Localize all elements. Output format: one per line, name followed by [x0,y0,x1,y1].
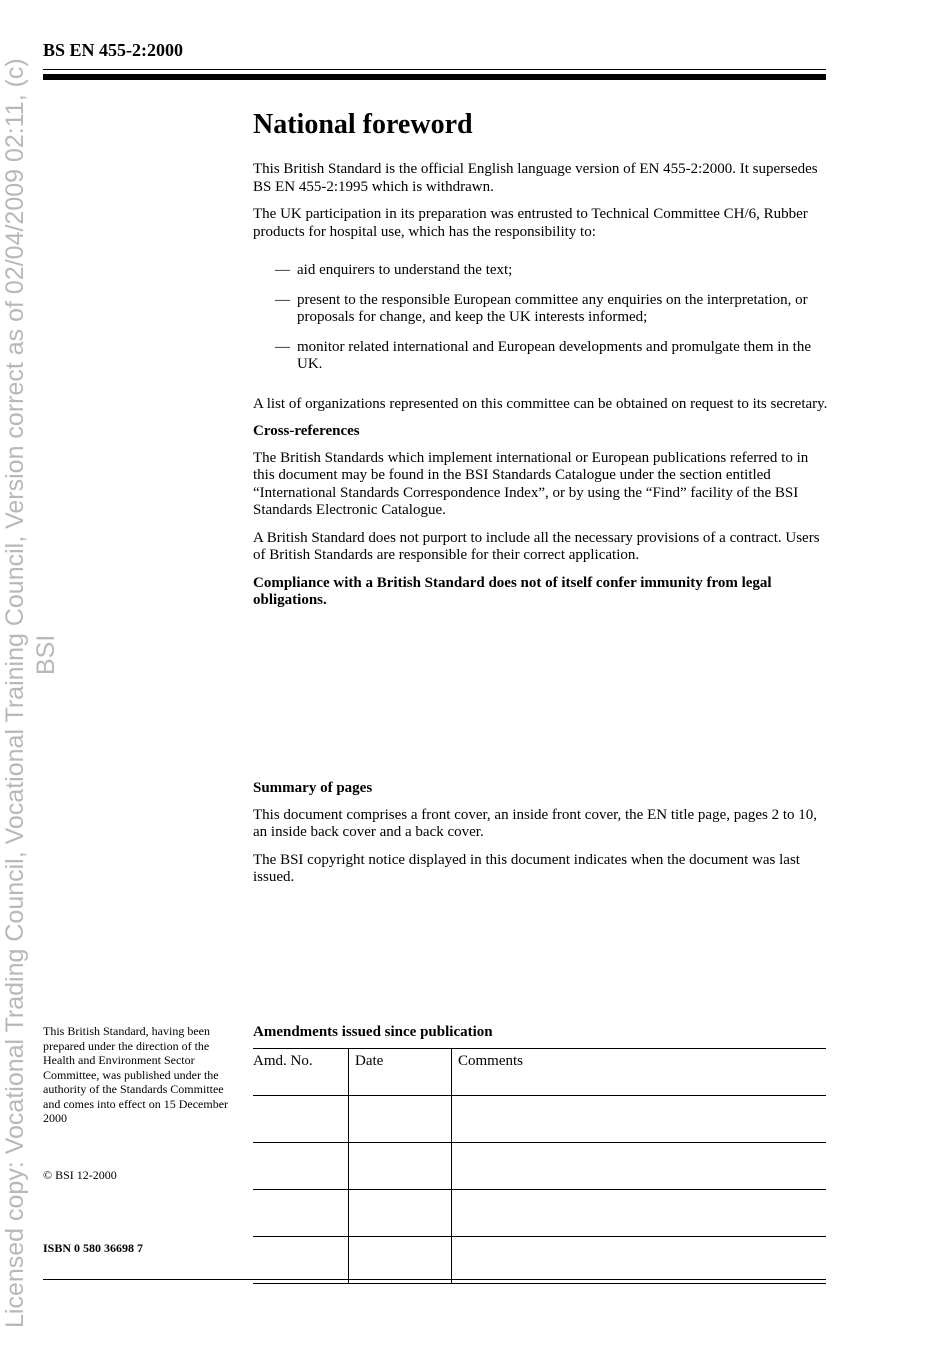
table-cell [452,1143,827,1190]
table-cell [253,1190,349,1237]
table-header-row [253,1049,826,1096]
responsibility-list [253,262,828,374]
summary-heading: Summary of pages [253,780,373,796]
table-cell [253,1096,349,1143]
standard-code: BS EN 455-2:2000 [43,40,184,60]
summary-paragraph-1: This document comprises a front cover, an inside front cover, the EN title page, pages 2 to 10, an inside back cover and a back cover. [253,806,818,840]
compliance-statement: Compliance with a British Standard does not of itself confer immunity from legal obligations. [253,574,772,608]
table-cell [349,1190,452,1237]
license-watermark [0,0,60,1330]
cross-references-heading: Cross-references [253,423,360,439]
dash-marker: — [275,262,290,278]
foreword-paragraph-3: A list of organizations represented on this committee can be obtained on request to its secretary. [253,395,828,412]
table-cell [349,1096,452,1143]
dash-marker: — [275,338,290,355]
foreword-paragraph-2: The UK participation in its preparation was entrusted to Technical Committee CH/6, Rubber products for hospital use, which has the responsibility to: [253,206,808,240]
provisions-paragraph: A British Standard does not purport to include all the necessary provisions of a contract. Users of British Standards are responsible for their correct application. [253,529,820,563]
header-rule-thin [43,69,826,70]
table-row [253,1237,826,1284]
amendments-title: Amendments issued since publication [253,1024,493,1040]
national-foreword [253,108,828,620]
isbn: ISBN 0 580 36698 7 [43,1241,144,1255]
table-row [253,1096,826,1143]
column-header-date: Date [349,1049,452,1096]
page-title: National foreword [253,109,473,140]
list-item [253,292,828,327]
table-cell [452,1237,827,1284]
table-cell [253,1237,349,1284]
list-item [253,339,828,374]
copyright-notice: © BSI 12-2000 [43,1168,117,1182]
table-cell [253,1143,349,1190]
watermark-line-2: BSI [32,634,60,675]
amendments-table [253,1048,826,1284]
table-row [253,1143,826,1190]
table-row [253,1190,826,1237]
publication-note: This British Standard, having been prepared under the direction of the Health and Environment Sector Committee, was published under the authority of the Standards Committee and comes into effect on 15 December 2000 [43,1024,229,1125]
list-item-text: aid enquirers to understand the text; [297,262,513,278]
table-cell [349,1237,452,1284]
list-item-text: monitor related international and European developments and promulgate them in the UK. [297,338,812,372]
summary-paragraph-2: The BSI copyright notice displayed in this document indicates when the document was last issued. [253,851,800,885]
column-header-amd-no: Amd. No. [253,1049,349,1096]
list-item-text: present to the responsible European committee any enquiries on the interpretation, or proposals for change, and keep the UK interests informed; [297,291,808,325]
dash-marker: — [275,291,290,308]
summary-of-pages [253,780,828,897]
header-rule-thick [43,74,826,80]
column-header-comments: Comments [452,1049,827,1096]
cross-references-paragraph: The British Standards which implement international or European publications referred to in this document may be found in the BSI Standards Catalogue under the section entitled “International Standards Correspondence Index”, or by using the “Find” facility of the BSI Standards Electronic Catalogue. [253,449,809,518]
table-cell [452,1096,827,1143]
table-cell [452,1190,827,1237]
foreword-paragraph-1: This British Standard is the official English language version of EN 455-2:2000. It supersedes BS EN 455-2:1995 which is withdrawn. [253,161,818,195]
table-cell [349,1143,452,1190]
footer-rule [43,1279,826,1280]
list-item [253,262,828,280]
watermark-line-1: Licensed copy: Vocational Trading Council, Vocational Training Council, Version correct as of 02/04/2009 02:11, (c) [1,58,29,1328]
